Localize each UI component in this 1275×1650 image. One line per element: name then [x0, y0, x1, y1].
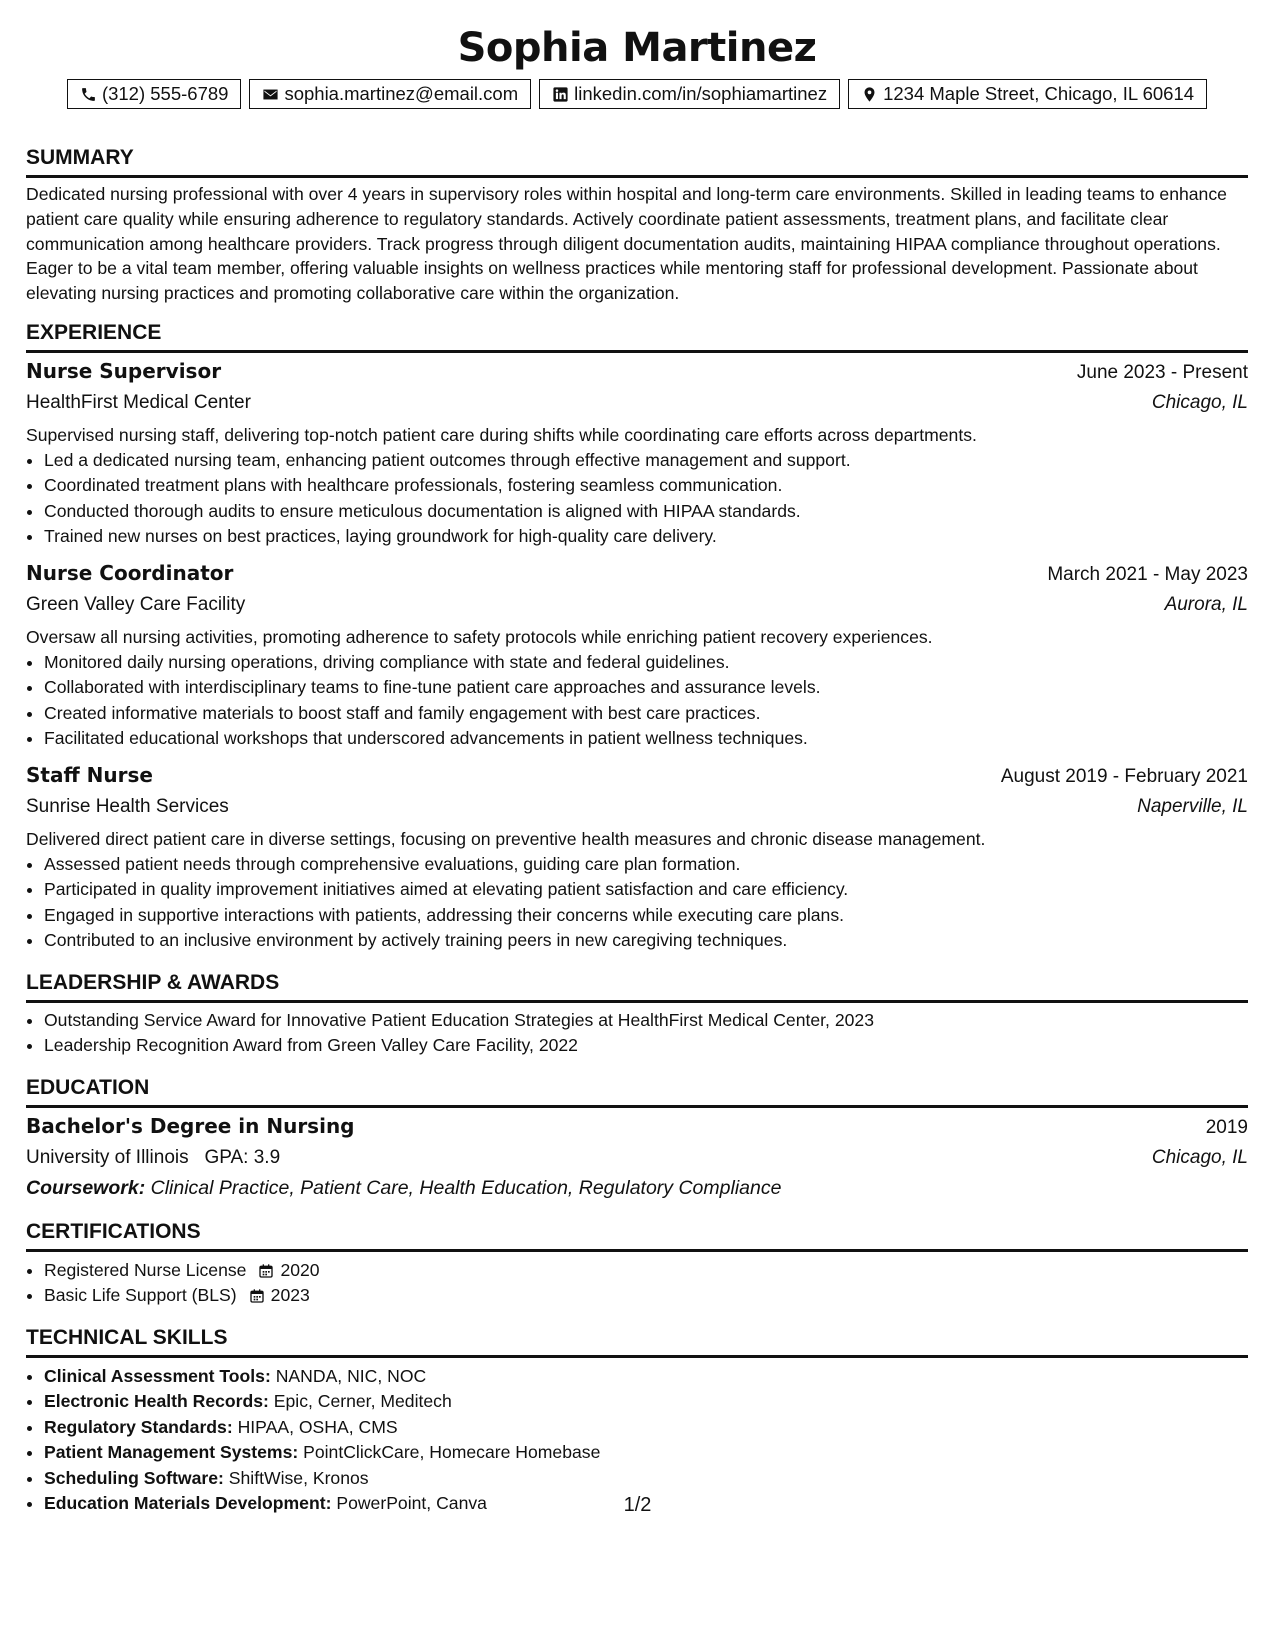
school-name: University of Illinois [26, 1146, 189, 1168]
coursework-label: Coursework: [26, 1176, 146, 1199]
skill-label: Scheduling Software: [44, 1467, 224, 1488]
contact-bar [26, 79, 1248, 109]
list-item: • Trained new nurses on best practices, laying groundwork for high-quality care delivery. [44, 524, 1248, 550]
job-company: HealthFirst Medical Center [26, 391, 251, 413]
cert-year: 2023 [270, 1285, 310, 1306]
degree-title: Bachelor's Degree in Nursing [26, 1113, 355, 1138]
list-item [44, 1440, 1248, 1466]
phone-text: (312) 555-6789 [101, 83, 229, 104]
list-item: • Outstanding Service Award for Innovative Patient Education Strategies at HealthFirst Medical Center, 2023 [44, 1008, 1248, 1034]
job-title: Nurse Supervisor [26, 358, 222, 383]
list-item: • Participated in quality improvement initiatives aimed at elevating patient satisfaction and care efficiency. [44, 877, 1248, 903]
list-item [44, 1283, 1248, 1309]
coursework [26, 1173, 1248, 1203]
section-title-summary: SUMMARY [26, 145, 1248, 178]
job-entry [26, 558, 1248, 752]
skill-label: Clinical Assessment Tools: [44, 1365, 271, 1386]
graduation-year: 2019 [1205, 1116, 1248, 1138]
job-title: Staff Nurse [26, 762, 153, 787]
awards-list [26, 1008, 1248, 1059]
cert-name: • Registered Nurse License [44, 1259, 247, 1280]
summary-text: Dedicated nursing professional with over 4 years in supervisory roles within hospital and long-term care environments. Skilled in leading teams to enhance patient care quality while ensuring adherence to regulatory standards. Actively coordinate patient assessments, treatment plans, and facilitate clear communication among healthcare providers. Track progress through diligent documentation audits, maintaining HIPAA compliance throughout operations. Eager to be a vital team member, offering valuable insights on wellness practices while mentoring staff for professional development. Passionate about elevating nursing practices and promoting collaborative care within the organization. [26, 184, 1227, 304]
contact-phone[interactable] [67, 79, 242, 109]
section-title-experience: EXPERIENCE [26, 320, 1248, 353]
job-company: Sunrise Health Services [26, 795, 229, 817]
cert-year: 2020 [280, 1259, 320, 1280]
contact-linkedin[interactable] [539, 79, 840, 109]
job-entry [26, 356, 1248, 550]
job-bullets [26, 650, 1248, 752]
list-item: • Contributed to an inclusive environment by actively training peers in new caregiving techniques. [44, 928, 1248, 954]
calendar-icon [258, 1263, 274, 1279]
list-item: • Collaborated with interdisciplinary teams to fine-tune patient care approaches and assurance levels. [44, 675, 1248, 701]
skills-section [26, 1325, 1248, 1517]
calendar-icon [249, 1288, 265, 1304]
list-item: • Assessed patient needs through comprehensive evaluations, guiding care plan formation. [44, 852, 1248, 878]
school-location: Chicago, IL [1151, 1146, 1248, 1168]
candidate-name: Sophia Martinez [457, 25, 817, 71]
job-bullets [26, 852, 1248, 954]
skill-label: Regulatory Standards: [44, 1416, 233, 1437]
linkedin-icon [552, 86, 569, 103]
cert-name: • Basic Life Support (BLS) [44, 1285, 237, 1306]
list-item: • Leadership Recognition Award from Green Valley Care Facility, 2022 [44, 1033, 1248, 1059]
list-item: • Facilitated educational workshops that underscored advancements in patient wellness techniques. [44, 726, 1248, 752]
linkedin-text: linkedin.com/in/sophiamartinez [574, 83, 828, 104]
skill-value: PointClickCare, Homecare Homebase [303, 1442, 601, 1463]
list-item: • Monitored daily nursing operations, driving compliance with state and federal guidelines. [44, 650, 1248, 676]
experience-section [26, 320, 1248, 954]
job-description: Oversaw all nursing activities, promoting adherence to safety protocols while enriching patient recovery experiences. [26, 626, 933, 647]
list-item [44, 1466, 1248, 1492]
coursework-list: Clinical Practice, Patient Care, Health Education, Regulatory Compliance [150, 1176, 782, 1199]
phone-icon [80, 86, 97, 103]
section-title-skills: TECHNICAL SKILLS [26, 1325, 1248, 1358]
list-item: • Created informative materials to boost staff and family engagement with best care practices. [44, 701, 1248, 727]
map-pin-icon [861, 86, 878, 103]
list-item: • Coordinated treatment plans with healthcare professionals, fostering seamless communication. [44, 473, 1248, 499]
skill-value: Epic, Cerner, Meditech [273, 1391, 452, 1412]
list-item [44, 1415, 1248, 1441]
job-location: Chicago, IL [1151, 391, 1248, 413]
section-title-awards: LEADERSHIP & AWARDS [26, 970, 1248, 1003]
education-section [26, 1075, 1248, 1203]
email-text: sophia.martinez@email.com [284, 83, 519, 104]
list-item: • Engaged in supportive interactions with patients, addressing their concerns while executing care plans. [44, 903, 1248, 929]
section-title-education: EDUCATION [26, 1075, 1248, 1108]
job-title: Nurse Coordinator [26, 560, 234, 585]
list-item [44, 1364, 1248, 1390]
list-item: • Conducted thorough audits to ensure meticulous documentation is aligned with HIPAA standards. [44, 499, 1248, 525]
certifications-list [26, 1258, 1248, 1309]
list-item: • Led a dedicated nursing team, enhancing patient outcomes through effective management and support. [44, 448, 1248, 474]
job-dates: June 2023 - Present [1076, 361, 1248, 383]
job-bullets [26, 448, 1248, 550]
contact-email[interactable] [249, 79, 531, 109]
job-dates: August 2019 - February 2021 [1000, 765, 1248, 787]
envelope-icon [262, 86, 279, 103]
job-dates: March 2021 - May 2023 [1047, 563, 1248, 585]
job-location: Naperville, IL [1137, 795, 1248, 817]
skill-value: HIPAA, OSHA, CMS [237, 1416, 398, 1437]
contact-address[interactable] [848, 79, 1207, 109]
list-item [44, 1258, 1248, 1284]
summary-section [26, 145, 1248, 306]
gpa: GPA: 3.9 [204, 1146, 281, 1168]
skill-label: Electronic Health Records: [44, 1391, 269, 1412]
job-description: Delivered direct patient care in diverse settings, focusing on preventive health measures and chronic disease management. [26, 828, 986, 849]
skill-label: Patient Management Systems: [44, 1442, 299, 1463]
certifications-section [26, 1219, 1248, 1309]
skill-value: PowerPoint, Canva [336, 1493, 487, 1514]
address-text: 1234 Maple Street, Chicago, IL 60614 [883, 83, 1195, 104]
skill-value: ShiftWise, Kronos [228, 1467, 369, 1488]
list-item [44, 1389, 1248, 1415]
job-location: Aurora, IL [1164, 593, 1248, 615]
page-number: 1/2 [623, 1494, 652, 1516]
awards-section [26, 970, 1248, 1059]
section-title-certifications: CERTIFICATIONS [26, 1219, 1248, 1252]
job-entry [26, 760, 1248, 954]
skill-label: Education Materials Development: [44, 1493, 332, 1514]
job-description: Supervised nursing staff, delivering top-notch patient care during shifts while coordinating care efforts across departments. [26, 424, 977, 445]
skill-value: NANDA, NIC, NOC [275, 1365, 427, 1386]
job-company: Green Valley Care Facility [26, 593, 246, 615]
